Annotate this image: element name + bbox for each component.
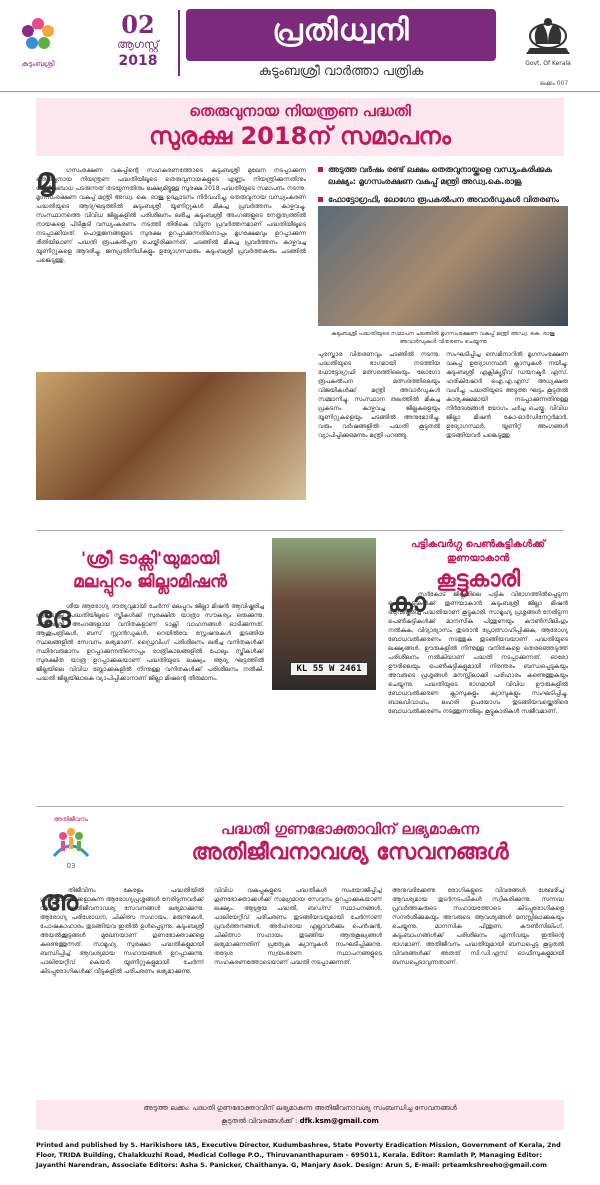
masthead — [0, 0, 600, 92]
story4-column-1: തിജീവിനം കേരളം പദ്ധതിയിൽ ഗുണഭോക്താക്കളാകുന്ന ആരോഗ്യപ്രശ്നങ്ങൾ നേരിടുന്നവർക്ക് വിവിധ അതിജീവനാവശ്യ സേവനങ്ങൾ ലഭ്യമാക്കുന്നു. ആരോഗ്യ പരിശോധന, ചികിത്സ സഹായം, മരുന്നുകൾ, പോഷകാഹാരം തുടങ്ങിയവ ഇതിൽ ഉൾപ്പെടുന്നു. കുടുംബശ്രീ അയൽക്കൂട്ടങ്ങൾ മുഖേനയാണ് ഗുണഭോക്താക്കളെ കണ്ടെത്തുന്നത്. സാമൂഹ്യ സുരക്ഷാ പദ്ധതികളുമായി ബന്ധിപ്പിച്ച് ആവശ്യമായ സഹായങ്ങൾ ഉറപ്പാക്കുന്നു. പാലിയേറ്റീവ് കെയർ യൂണിറ്റുകളുമായി ചേർന്ന് കിടപ്പുരോഗികൾക്ക് വീടുകളിൽ പരിചരണം ലഭ്യമാക്കുന്നു. — [40, 887, 204, 975]
story4-column-3: അനുവദിക്കേണ്ട രോഗികളുടെ വിവരങ്ങൾ ശേഖരിച്ച് ആവശ്യമായ തുടർനടപടികൾ സ്വീകരിക്കുന്നു. സന്നദ്ധ പ്രവർത്തകരുടെ സഹായത്തോടെ കിടപ്പുരോഗികളെ സന്ദർശിക്കുകയും അവരുടെ ആവശ്യങ്ങൾ മനസ്സിലാക്കുകയും ചെയ്യുന്നു. മാനസിക പിന്തുണ, കൗൺസിലിംഗ്, കുടുംബാംഗങ്ങൾക്ക് പരിശീലനം എന്നിവയും ഇതിന്റെ ഭാഗമാണ്. അതിജീവനം പദ്ധതിയുമായി ബന്ധപ്പെട്ട കൂടുതൽ വിവരങ്ങൾക്ക് അതത് സി.ഡി.എസ് ഓഫീസുകളുമായി ബന്ധപ്പെടാവുന്നതാണ്. — [392, 887, 564, 966]
issue-number: ലക്കം 007 — [540, 80, 569, 87]
taxi-number-plate: KL 55 W 2461 — [290, 662, 368, 676]
imprint-footer: Printed and published by S. Harikishore IAS, Executive Director, Kudumbashree, State Poverty Eradication Mission, Government of Kerala, 2nd Floor, TRIDA Building, Chalakkuzhi Road, Medical College P.O., Thiruvananthapuram - 695011, Kerala. Editor: Ramlath P, Managing Editor: Jayanthi Narendran, Associate Editors: Asha S. Panicker, Chaithanya. G, Manjary Asok. Design: Arun S, E-mail: prteamkshreeho@gmail.com — [36, 1141, 561, 1169]
badge-label: അതിജീവനം — [53, 816, 89, 823]
story3-headline-line1: പട്ടികവർഗ്ഗ പെൺകുട്ടികൾക്ക് തുണയാകാൻ — [410, 539, 545, 564]
story2-dropcap: ദേ — [36, 600, 71, 635]
story1-dropcap: മൃ — [36, 162, 56, 197]
story1-headline: സുരക്ഷ 2018ന് സമാപനം — [149, 122, 451, 150]
next-issue-note: അടുത്ത ലക്കം: പദ്ധതി ഗുണഭോക്താവിന് ലഭ്യമാകുന്ന അതിജീവനാവശ്യ സംബന്ധിച്ച സേവനങ്ങൾ — [143, 1104, 457, 1112]
section-divider — [36, 806, 564, 807]
kudumbashree-logo — [8, 12, 68, 78]
story1-award-photo — [318, 206, 568, 326]
story4-headline-box — [36, 812, 564, 876]
story1-highlight: അടുത്ത വർഷം രണ്ട് ലക്ഷം തെരുവുനായ്ക്കളെ വന്ധ്യംകരിക്കുക ലക്ഷ്യം: മൃഗസംരക്ഷണ വകുപ്പ് മന്ത്രി അഡ്വ.കെ.രാജു — [318, 164, 568, 188]
flower-logo-icon — [18, 14, 58, 54]
story2-headline — [36, 548, 264, 594]
issue-date — [108, 12, 168, 70]
badge-number: 03 — [66, 862, 76, 870]
logo-text: കുടുംബശ്രീ — [21, 60, 55, 68]
story3-dropcap: കാ — [388, 588, 426, 618]
story3-headline — [388, 538, 568, 594]
contact-label: കൂടുതൽ വിവരങ്ങൾക്ക് : — [221, 1117, 298, 1125]
story1-column-2: പുരസ്കാര വിതരണവും ചടങ്ങിൽ നടന്നു. പദ്ധതിയുടെ ഭാഗമായി നടത്തിയ ഫോട്ടോഗ്രഫി മത്സരത്തിലെയും ലോഗോ രൂപകൽപന മത്സരത്തിലെയും വിജയികൾക്ക് മന്ത്രി അവാർഡുകൾ സമ്മാനിച്ചു. സംസ്ഥാന തലത്തിൽ മികച്ച പ്രകടനം കാഴ്ചവച്ച ജില്ലകളെയും യൂണിറ്റുകളെയും ചടങ്ങിൽ അനുമോദിച്ചു. വരും വർഷങ്ങളിൽ പദ്ധതി കൂടുതൽ വ്യാപിപ്പിക്കുമെന്നും മന്ത്രി പറഞ്ഞു. — [318, 351, 440, 439]
issue-divider — [178, 10, 180, 76]
issue-month: ആഗസ്റ്റ് — [117, 38, 159, 51]
story3-body: സർകോട് ജില്ലയിലെ പട്ടിക വിഭാഗത്തിൽപ്പെടുന്ന പെൺകുട്ടികൾക്ക് തുണയാകാൻ കുടുംബശ്രീ ജില്ലാ മിഷൻ ആവിഷ്കരിച്ച പദ്ധതിയാണ് കൂട്ടുകാരി. സാമൂഹ്യ പ്രശ്നങ്ങൾ നേരിടുന്ന പെൺകുട്ടികൾക്ക് മാനസിക പിന്തുണയും കൗൺസിലിംഗും നൽകുക, വിദ്യാഭ്യാസം തുടരാൻ പ്രോത്സാഹിപ്പിക്കുക, ആരോഗ്യ ബോധവൽക്കരണം നടത്തുക തുടങ്ങിയവയാണ് പദ്ധതിയുടെ ലക്ഷ്യങ്ങൾ. ഊരുകളിൽ നിന്നുള്ള വനിതകളെ തെരഞ്ഞെടുത്ത് പരിശീലനം നൽകിയാണ് പദ്ധതി നടപ്പാക്കുന്നത്. ഓരോ ഊരിലെയും പെൺകുട്ടികളുമായി നിരന്തരം ബന്ധപ്പെടുകയും അവരുടെ പ്രശ്നങ്ങൾ മനസ്സിലാക്കി പരിഹാരം കണ്ടെത്തുകയും ചെയ്യുന്നു. പദ്ധതിയുടെ ഭാഗമായി വിവിധ ഊരുകളിൽ ബോധവൽക്കരണ ക്ലാസുകളും ക്യാമ്പുകളും സംഘടിപ്പിച്ചു. ബാലവിവാഹം, ലഹരി ഉപയോഗം തുടങ്ങിയവയ്ക്കെതിരെ ബോധവൽക്കരണം നടത്തുന്നതിലും കൂട്ടുകാരികൾ സജീവമാണ്. — [388, 591, 568, 715]
newsletter-subtitle: കുടുംബശ്രീ വാർത്താ പത്രിക — [258, 64, 424, 79]
story1-ceremony-photo — [36, 372, 306, 500]
title-banner — [186, 9, 496, 61]
story2-headline-line1: 'ശ്രീ ടാക്സി'യുമായി — [80, 549, 220, 569]
issue-day: 02 — [121, 10, 155, 39]
kerala-emblem — [512, 14, 584, 76]
story1-column-1: ഗസംരക്ഷണ വകുപ്പിന്റെ സഹകരണത്തോടെ കുടുംബശ്രീ മുഖേന നടപ്പാക്കുന്ന തെരുവുനായ നിയന്ത്രണ പദ്ധതിയിലൂടെ തെരുവുനായകളുടെ എണ്ണം നിയന്ത്രിക്കുന്നതിനും പേവിഷബാധ പടരുന്നത് തടയുന്നതിനും ലക്ഷ്യമിട്ടുള്ള സുരക്ഷ 2018 പദ്ധതിയുടെ സമാപനം നടന്നു. മൃഗസംരക്ഷണ വകുപ്പ് മന്ത്രി അഡ്വ. കെ. രാജു ഉദ്ഘാടനം നിർവഹിച്ചു. തെരുവുനായ വന്ധ്യംകരണ പദ്ധതിയുടെ ആദ്യഘട്ടത്തിൽ കുടുംബശ്രീ യൂണിറ്റുകൾ മികച്ച പ്രവർത്തനം കാഴ്ചവച്ചു. സംസ്ഥാനത്തെ വിവിധ ജില്ലകളിൽ പരിശീലനം ലഭിച്ച കുടുംബശ്രീ അംഗങ്ങളുടെ നേതൃത്വത്തിൽ നായകളെ പിടികൂടി വന്ധ്യംകരണം നടത്തി തിരികെ വിടുന്ന പ്രവർത്തനമാണ് പദ്ധതിയിലൂടെ നടപ്പാക്കിയത്. പൊതുജനങ്ങളുടെ സുരക്ഷ ഉറപ്പാക്കുന്നതിനൊപ്പം മൃഗക്ഷേമവും ഉറപ്പാക്കുന്ന രീതിയിലാണ് പദ്ധതി രൂപകൽപ്പന ചെയ്തിരിക്കുന്നത്. ചടങ്ങിൽ മികച്ച പ്രവർത്തനം കാഴ്ചവച്ച യൂണിറ്റുകളെ ആദരിച്ചു. ജനപ്രതിനിധികളും ഉദ്യോഗസ്ഥരും കുടുംബശ്രീ പ്രവർത്തകരും ചടങ്ങിൽ പങ്കെടുത്തു. — [36, 167, 306, 264]
story1-headline-box — [36, 98, 564, 156]
newsletter-title: പ്രതിധ്വനി — [272, 13, 410, 48]
story1-kicker: തെരുവുനായ നിയന്ത്രണ പദ്ധതി — [189, 102, 411, 120]
section-divider — [36, 530, 564, 531]
emblem-icon — [512, 14, 584, 60]
story2-headline-line2: മലപ്പുറം ജില്ലാമിഷൻ — [73, 572, 227, 592]
story3-headline-line2: കൂട്ടുകാരി — [435, 567, 521, 592]
story1-highlight: ഫോട്ടോഗ്രഫി, ലോഗോ രൂപകൽപന അവാർഡുകൾ വിതരണം — [318, 194, 568, 218]
contact-email: dfk.ksm@gmail.com — [299, 1117, 379, 1125]
contact-box — [36, 1100, 564, 1130]
story2-body: ശീയ ആരോഗ്യ ദൗത്യവുമായി ചേർന്ന് മലപ്പുറം ജില്ലാ മിഷൻ ആവിഷ്കരിച്ച ശ്രീ ടാക്സി പദ്ധതിയിലൂടെ സ്ത്രീകൾക്ക് സുരക്ഷിത യാത്രാ സൗകര്യം ഒരുക്കുന്നു. കുടുംബശ്രീ അംഗങ്ങളായ വനിതകളാണ് ടാക്സി വാഹനങ്ങൾ ഓടിക്കുന്നത്. ആശുപത്രികൾ, ബസ് സ്റ്റാൻഡുകൾ, റെയിൽവേ സ്റ്റേഷനുകൾ തുടങ്ങിയ സ്ഥലങ്ങളിൽ സേവനം ലഭ്യമാണ്. ഡ്രൈവിംഗ് പരിശീലനം ലഭിച്ച വനിതകൾക്ക് സ്ഥിരവരുമാനം ഉറപ്പാക്കുന്നതിനൊപ്പം രാത്രികാലങ്ങളിൽ പോലും സ്ത്രീകൾക്ക് സുരക്ഷിത യാത്ര ഉറപ്പാക്കുകയാണ് പദ്ധതിയുടെ ലക്ഷ്യം. ആദ്യ ഘട്ടത്തിൽ ജില്ലയിലെ വിവിധ ബ്ലോക്കുകളിൽ നിന്നുള്ള വനിതകൾക്ക് പരിശീലനം നൽകി. പദ്ധതി ജില്ലയിലാകെ വ്യാപിപ്പിക്കാനാണ് ജില്ലാ മിഷന്റെ തീരുമാനം. — [36, 603, 264, 682]
story4-headline-line1: പദ്ധതി ഗുണഭോക്താവിന് ലഭ്യമാകുന്ന — [220, 820, 480, 838]
emblem-label: Govt. Of Kerala — [525, 60, 571, 67]
story4-dropcap: അ — [40, 884, 79, 917]
story1-column-3: സംഘടിപ്പിച്ച സെമിനാറിൽ മൃഗസംരക്ഷണ വകുപ്പ് ഉദ്യോഗസ്ഥർ ക്ലാസുകൾ നയിച്ചു. കുടുംബശ്രീ എക്സിക്യൂട്ടീവ് ഡയറക്ടർ എസ്. ഹരികിഷോർ ഐ.എ.എസ് അധ്യക്ഷത വഹിച്ചു. പദ്ധതിയുടെ അടുത്ത ഘട്ടം കൂടുതൽ കാര്യക്ഷമമായി നടപ്പാക്കുന്നതിനുള്ള നിർദേശങ്ങൾ യോഗം ചർച്ച ചെയ്തു. വിവിധ ജില്ലാ മിഷൻ കോ-ഓർഡിനേറ്റർമാർ, ഉദ്യോഗസ്ഥർ, യൂണിറ്റ് അംഗങ്ങൾ തുടങ്ങിയവർ പങ്കെടുത്തു. — [446, 351, 568, 439]
story1-photo-caption: കുടുംബശ്രീ പദ്ധതിയുടെ സമാപന ചടങ്ങിൽ മൃഗസംരക്ഷണ വകുപ്പ് മന്ത്രി അഡ്വ. കെ. രാജു അവാർഡുകൾ വിതരണം ചെയ്യുന്നു — [331, 331, 555, 345]
issue-year: 2018 — [118, 53, 158, 69]
story4-headline-line2: അതിജീവനാവശ്യ സേവനങ്ങൾ — [191, 840, 509, 865]
story4-column-2: വിവിധ വകുപ്പുകളുടെ പദ്ധതികൾ സംയോജിപ്പിച്ച് ഗുണഭോക്താക്കൾക്ക് സമഗ്രമായ സേവനം ഉറപ്പാക്കുകയാണ് ലക്ഷ്യം. ആശ്രയ പദ്ധതി, ബഡ്സ് സ്ഥാപനങ്ങൾ, പാലിയേറ്റീവ് പരിചരണം തുടങ്ങിയവയുമായി ചേർന്നാണ് പ്രവർത്തനങ്ങൾ. അർഹരായ എല്ലാവർക്കും പെൻഷൻ, ചികിത്സാ സഹായം തുടങ്ങിയ ആനുകൂല്യങ്ങൾ ലഭ്യമാക്കുന്നതിന് പ്രത്യേക ക്യാമ്പുകൾ സംഘടിപ്പിക്കുന്നു. തദ്ദേശ സ്വയംഭരണ സ്ഥാപനങ്ങളുടെ സഹകരണത്തോടെയാണ് പദ്ധതി നടപ്പാക്കുന്നത്. — [214, 887, 382, 966]
contact-line — [36, 1115, 564, 1127]
family-hands-icon — [50, 826, 92, 860]
athijeevanam-badge — [40, 814, 102, 874]
